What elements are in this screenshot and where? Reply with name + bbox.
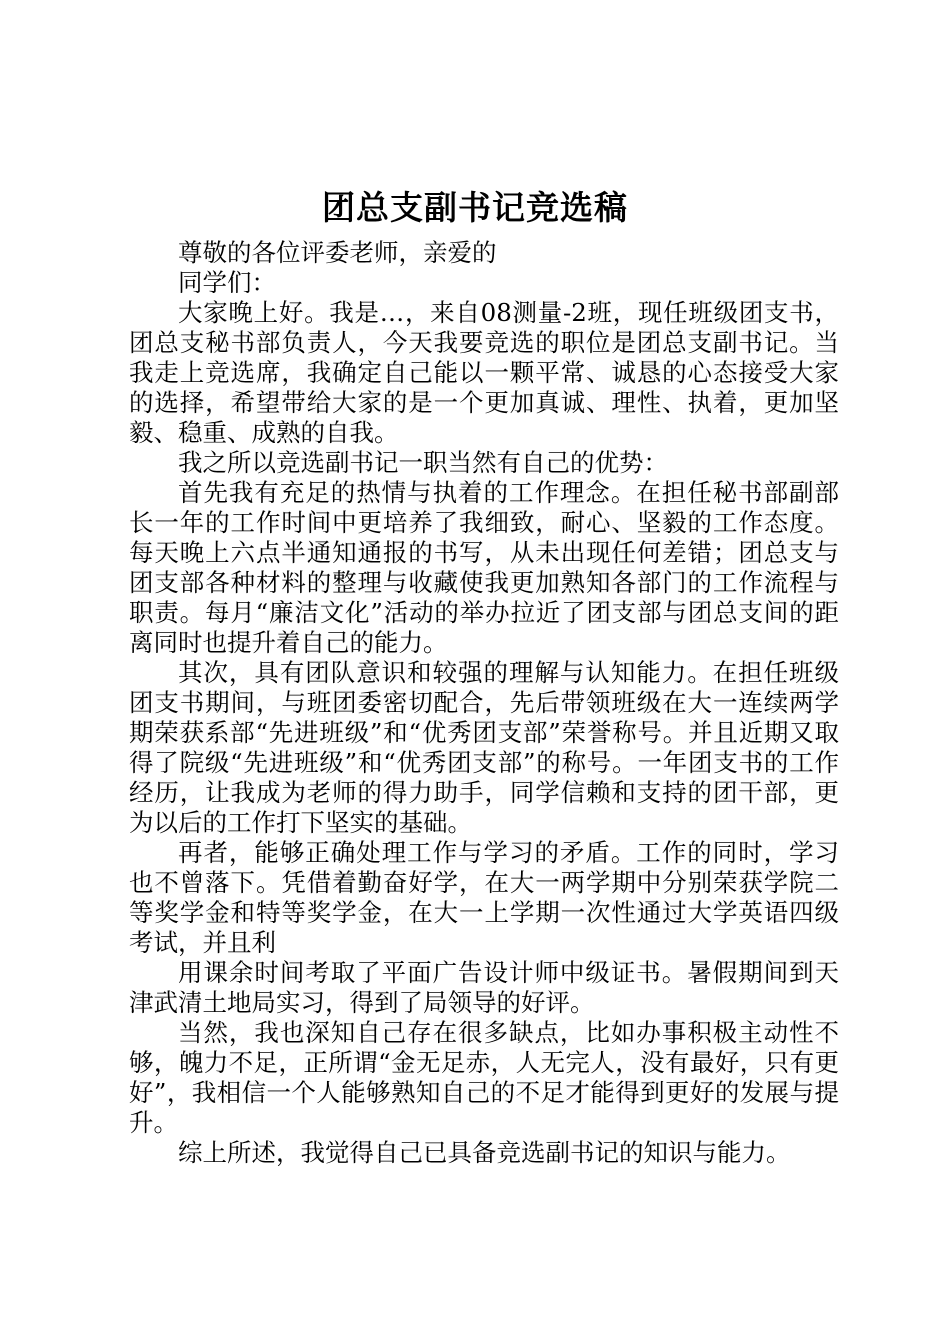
paragraph-second-advantage: 其次，具有团队意识和较强的理解与认知能力。在担任班级团支书期间，与班团委密切配合，先后带领班级在大一连续两学期荣获系部“先进班级”和“优秀团支部”荣誉称号。并且近期又取得了院级“先进班级”和“优秀团支部”的称号。一年团支书的工作经历，让我成为老师的得力助手，同学信赖和支持的团干部，更为以后的工作打下坚实的基础。 <box>129 658 839 837</box>
salutation-line-1: 尊敬的各位评委老师，亲爱的 <box>178 238 497 267</box>
paragraph-introduction: 大家晚上好。我是…，来自08测量-2班，现任班级团支书，团总支秘书部负责人，今天我要竞选的职位是团总支副书记。当我走上竞选席，我确定自己能以一颗平常、诚恳的心态接受大家的选择，希望带给大家的是一个更加真诚、理性、执着，更加坚毅、稳重、成熟的自我。 <box>129 298 839 447</box>
paragraph-first-advantage: 首先我有充足的热情与执着的工作理念。在担任秘书部副部长一年的工作时间中更培养了我细致，耐心、坚毅的工作态度。每天晚上六点半通知通报的书写，从未出现任何差错；团总支与团支部各种材料的整理与收藏使我更加熟知各部门的工作流程与职责。每月“廉洁文化”活动的举办拉近了团支部与团总支间的距离同时也提升着自己的能力。 <box>129 478 839 657</box>
document-title: 团总支副书记竞选稿 <box>322 188 628 227</box>
paragraph-advantages-lead: 我之所以竞选副书记一职当然有自己的优势： <box>178 448 668 477</box>
paragraph-shortcomings: 当然，我也深知自己存在很多缺点，比如办事积极主动性不够，魄力不足，正所谓“金无足赤，人无完人，没有最好，只有更好”，我相信一个人能够熟知自己的不足才能得到更好的发展与提升。 <box>129 1018 839 1137</box>
paragraph-conclusion: 综上所述，我觉得自己已具备竞选副书记的知识与能力。 <box>178 1138 791 1167</box>
salutation-line-2: 同学们： <box>178 268 276 297</box>
paragraph-third-advantage-continued: 用课余时间考取了平面广告设计师中级证书。暑假期间到天津武清土地局实习，得到了局领导的好评。 <box>129 958 839 1017</box>
paragraph-third-advantage: 再者，能够正确处理工作与学习的矛盾。工作的同时，学习也不曾落下。凭借着勤奋好学，在大一两学期中分别荣获学院二等奖学金和特等奖学金，在大一上学期一次性通过大学英语四级考试，并且利 <box>129 838 839 957</box>
document-body <box>129 238 839 1168</box>
